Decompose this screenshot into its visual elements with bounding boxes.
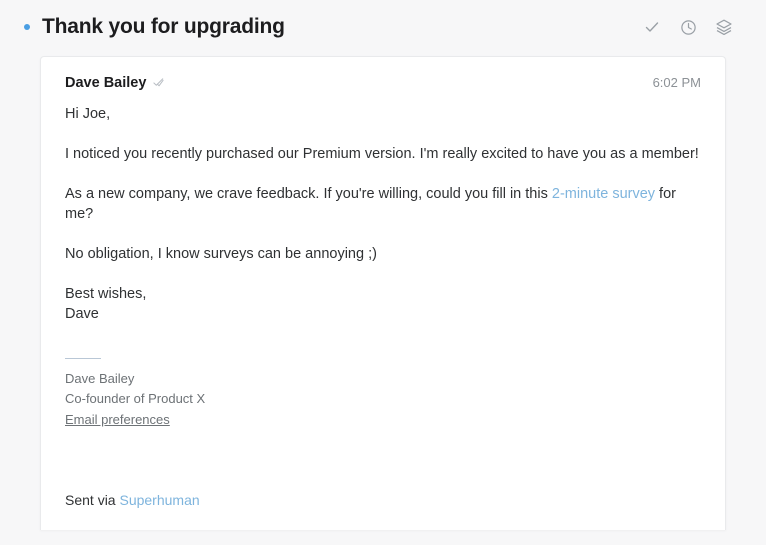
sent-via-footer: [65, 492, 200, 508]
snooze-icon[interactable]: [678, 17, 698, 37]
signature-name: Dave Bailey: [65, 371, 135, 387]
email-preferences-link[interactable]: Email preferences: [65, 411, 170, 427]
sender-name: Dave Bailey: [65, 75, 147, 91]
mark-done-icon[interactable]: [642, 17, 662, 37]
greeting-line: Hi Joe,: [65, 106, 111, 122]
survey-link[interactable]: 2-minute survey: [551, 186, 656, 203]
email-signature: [65, 358, 701, 429]
signoff-line-1: Best wishes,: [65, 286, 147, 303]
signature-divider: [65, 358, 101, 359]
thread-header: [0, 0, 766, 44]
message-timestamp: 6:02 PM: [652, 75, 701, 90]
split-inbox-icon[interactable]: [714, 17, 734, 37]
body-paragraph-2: [65, 185, 701, 224]
signoff-line-2: Dave: [65, 305, 99, 322]
superhuman-link[interactable]: Superhuman: [119, 492, 200, 508]
body-paragraph-1: I noticed you recently purchased our Premium version. I'm really excited to have you as a member!: [65, 146, 699, 163]
signature-role: Co-founder of Product X: [65, 391, 206, 407]
unread-dot: [24, 24, 30, 30]
verified-icon: [153, 77, 164, 88]
paragraph-2-text-after: for me?: [65, 186, 676, 222]
message-card[interactable]: [40, 56, 726, 530]
message-body: [41, 91, 725, 430]
sent-via-label: Sent via: [65, 492, 120, 508]
body-paragraph-3: No obligation, I know surveys can be annoying ;): [65, 245, 377, 262]
message-header: [41, 57, 725, 91]
paragraph-2-text-before: As a new company, we crave feedback. If you're willing, could you fill in this: [65, 186, 552, 203]
header-actions: [642, 17, 742, 37]
page-title: Thank you for upgrading: [42, 15, 285, 38]
